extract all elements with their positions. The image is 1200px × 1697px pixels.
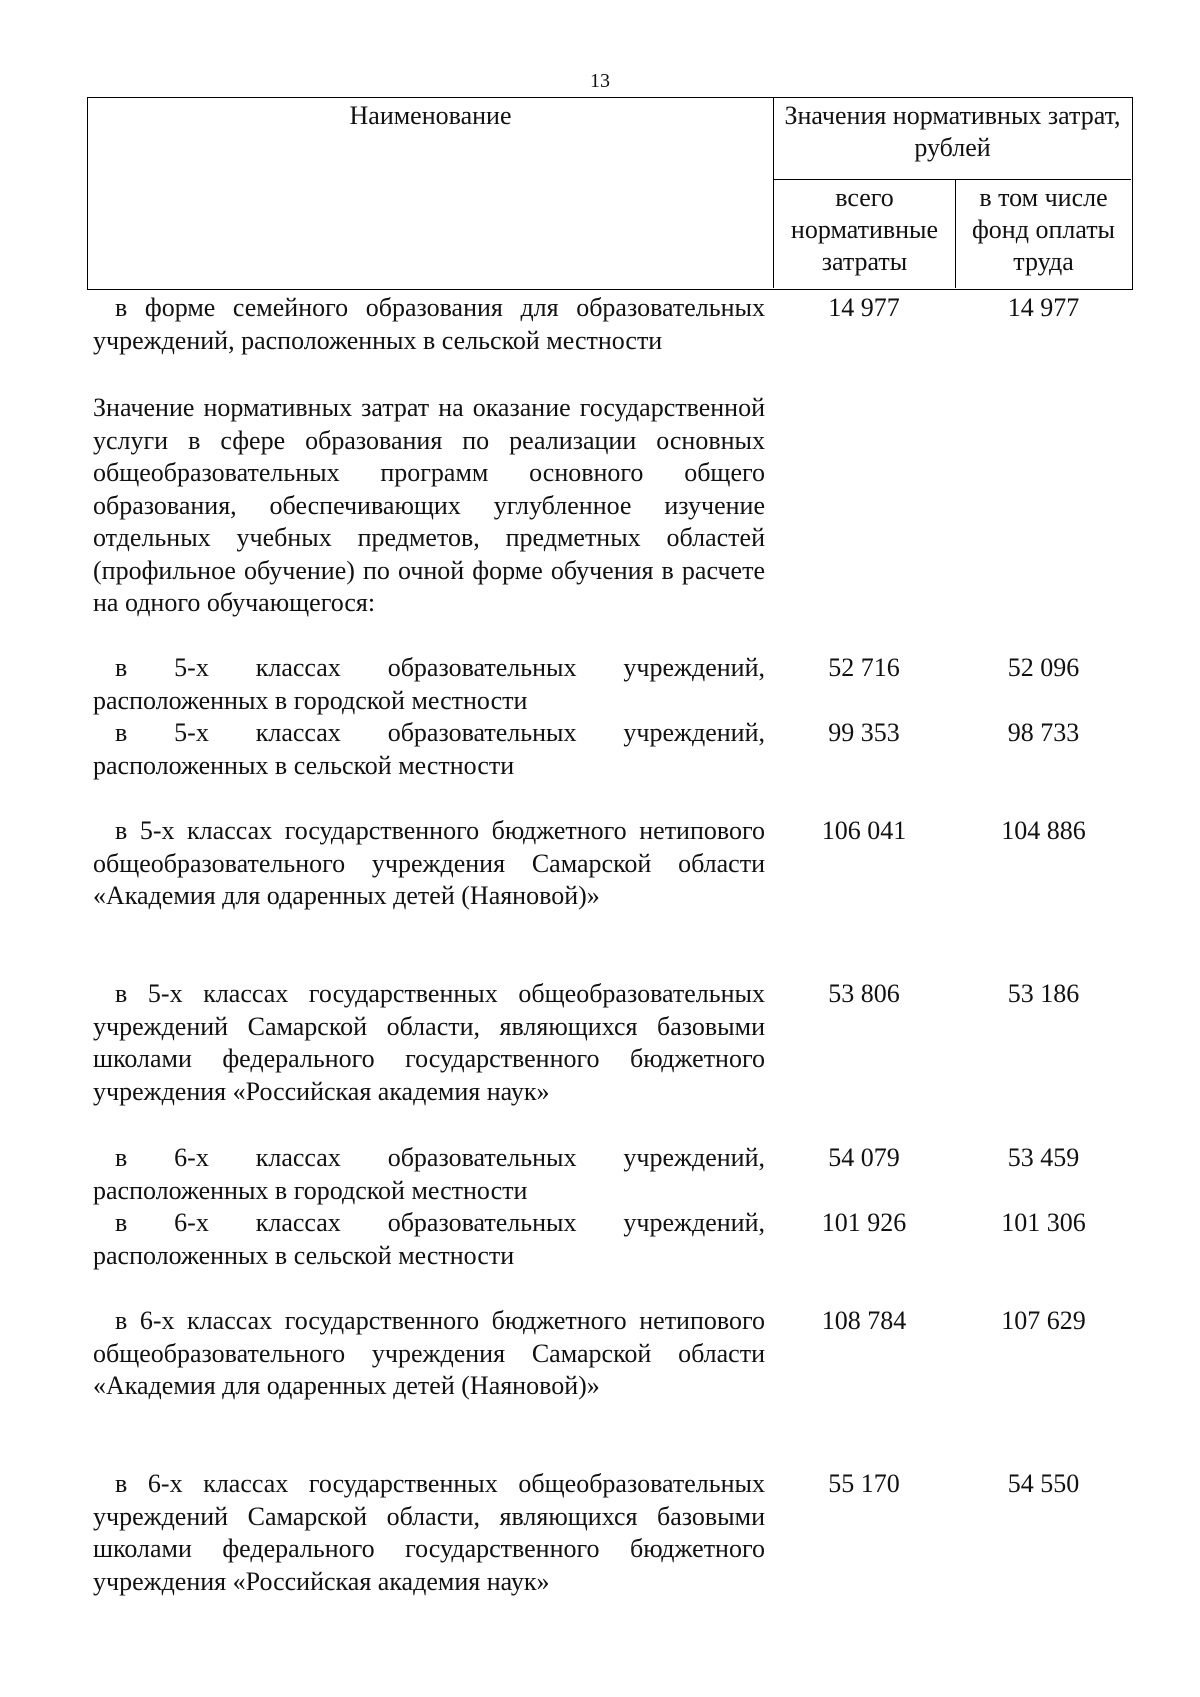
row-wage: 53 186 bbox=[1007, 979, 1080, 1008]
row-name: в 6-х классах образовательных учреждений, расположенных в городской местности bbox=[93, 1143, 765, 1205]
row-wage: 53 459 bbox=[1007, 1143, 1080, 1172]
row-total: 55 170 bbox=[828, 1469, 900, 1498]
row-wage: 54 550 bbox=[1007, 1469, 1080, 1498]
row-name: в 6-х классах государственных общеобразовательных учреждений Самарской области, являющихся базовыми школами федерального государственного бюджетного учреждения «Российская академия наук» bbox=[93, 1469, 765, 1596]
header-total: всего нормативные затраты bbox=[774, 180, 956, 288]
row-total: 99 353 bbox=[828, 718, 900, 747]
row-total: 101 926 bbox=[821, 1208, 907, 1237]
header-name: Наименование bbox=[88, 98, 774, 288]
row-name: в 5-х классах государственных общеобразовательных учреждений Самарской области, являющихся базовыми школами федерального государственного бюджетного учреждения «Российская академия наук» bbox=[93, 979, 765, 1106]
table-header bbox=[87, 97, 1133, 290]
row-name: в 6-х классах образовательных учреждений, расположенных в сельской местности bbox=[93, 1208, 765, 1270]
header-values: Значения нормативных затрат, рублей bbox=[774, 98, 1131, 180]
row-wage: 104 886 bbox=[1001, 816, 1086, 845]
header-wage: в том числе фонд оплаты труда bbox=[971, 183, 1116, 276]
row-total: 108 784 bbox=[821, 1306, 907, 1335]
row-name: в 5-х классах государственного бюджетного нетипового общеобразовательного учреждения Самарской области «Академия для одаренных детей (Наяновой)» bbox=[93, 816, 765, 910]
row-name: Значение нормативных затрат на оказание государственной услуги в сфере образования по реализации основных общеобразовательных программ основного общего образования, обеспечивающих углубленное изучение отдельных учебных предметов, предметных областей (профильное обучение) по очной форме обучения в расчете на одного обучающегося: bbox=[93, 393, 765, 617]
row-name: в 6-х классах государственного бюджетного нетипового общеобразовательного учреждения Самарской области «Академия для одаренных детей (Наяновой)» bbox=[93, 1306, 765, 1400]
row-name: в форме семейного образования для образовательных учреждений, расположенных в сельской местности bbox=[93, 293, 765, 355]
row-total: 14 977 bbox=[828, 293, 900, 322]
row-wage: 101 306 bbox=[1001, 1208, 1086, 1237]
row-wage: 107 629 bbox=[1001, 1306, 1086, 1335]
row-total: 53 806 bbox=[828, 979, 900, 1008]
row-name: в 5-х классах образовательных учреждений, расположенных в городской местности bbox=[93, 653, 765, 715]
row-total: 52 716 bbox=[828, 653, 900, 682]
page-number: 13 bbox=[590, 70, 610, 92]
row-name: в 5-х классах образовательных учреждений, расположенных в сельской местности bbox=[93, 718, 765, 780]
row-wage: 14 977 bbox=[1007, 293, 1080, 322]
row-wage: 52 096 bbox=[1007, 653, 1080, 682]
row-total: 106 041 bbox=[821, 816, 907, 845]
row-wage: 98 733 bbox=[1007, 718, 1080, 747]
row-total: 54 079 bbox=[828, 1143, 900, 1172]
